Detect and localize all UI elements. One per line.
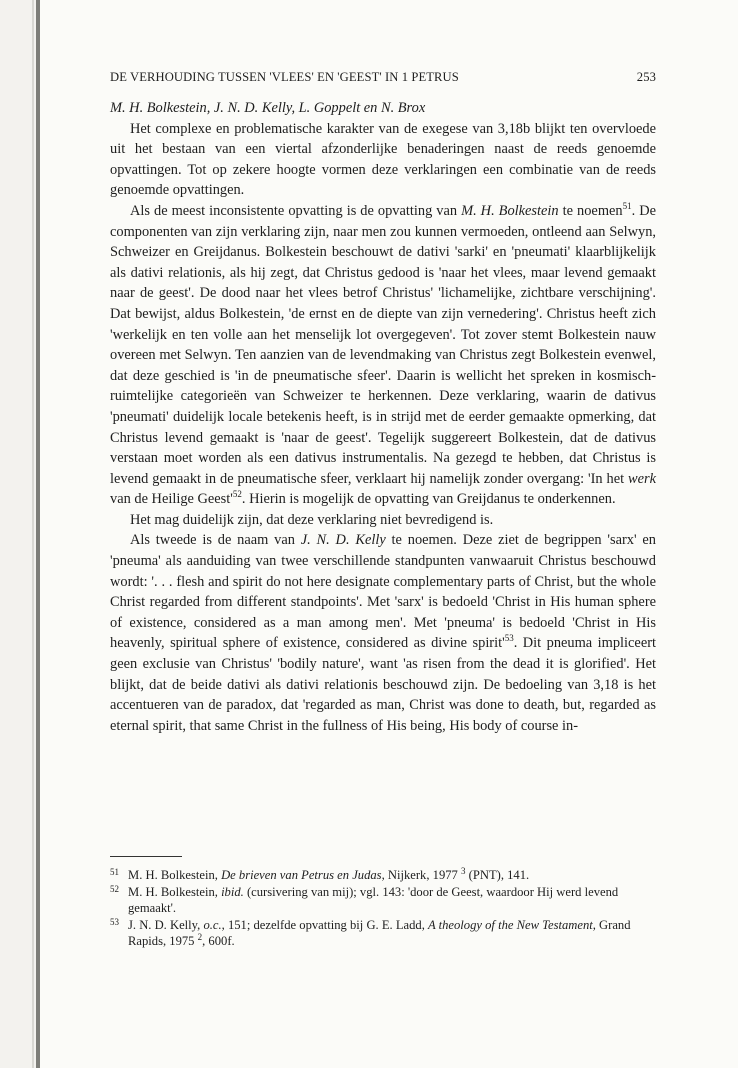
footnote-ref-53: 53 (504, 633, 514, 644)
binding-edge (36, 0, 40, 1068)
text-run: . Hierin is mogelijk de opvatting van Greijdanus te onderkennen. (241, 491, 616, 508)
text-run: te noemen. Deze ziet de begrippen 'sarx' en 'pneuma' als aanduiding van twee verschillende standpunten vanwaaruit Christus beschouwd wordt: '. . . flesh and spirit do not here designate complementary parts of Christ, but the whole Christ regarded from different standpoints'. Met 'sarx' is bedoeld 'Christ in His human sphere of existence, considered as a man among men'. Met 'pneuma' is bedoeld 'Christ in His heavenly, spiritual sphere of existence, considered as divine spirit' (110, 532, 656, 652)
footnotes (110, 867, 656, 950)
text-run: , 600f. (202, 934, 235, 949)
footnote-51 (110, 867, 656, 884)
text-run: J. N. D. Kelly, (128, 917, 204, 932)
text-run: M. H. Bolkestein, (128, 884, 222, 899)
text-run: M. H. Bolkestein, (128, 868, 222, 882)
footnote-text (128, 884, 656, 917)
text-run: . Dit pneuma impliceert geen exclusie van Christus' 'bodily nature', want 'as risen from the dead it is glorified'. Het blijkt, dat de beide dativi als dativi relationis beschouwd zijn. De bedoeling van 3,18 is het accentueren van de paradox, dat 'regarded as man, Christ was done to death, but, regarded as eternal spirit, that same Christ in the fullness of His being, His body of course in- (110, 635, 656, 734)
text-run: (cursivering van mij); vgl. 143: 'door de Geest, waardoor Hij werd levend gemaakt'. (128, 884, 619, 916)
binding-shadow (32, 0, 34, 1068)
section-heading: M. H. Bolkestein, J. N. D. Kelly, L. Goppelt en N. Brox (110, 100, 426, 116)
footnote-text (128, 867, 656, 884)
footnote-marker: 53 (110, 916, 119, 927)
footnote-rule (110, 856, 182, 857)
edition-number: 3 (461, 865, 466, 876)
paragraph-4 (110, 530, 656, 736)
text-run: (PNT), 141. (465, 868, 530, 882)
abbreviation: ibid. (221, 884, 244, 899)
footnote-text (128, 917, 656, 950)
text-run: te noemen (558, 202, 623, 219)
paragraph-3: Het mag duidelijk zijn, dat deze verklaring niet bevredigend is. (130, 511, 494, 528)
main-text (110, 98, 656, 736)
text-run: Als de meest inconsistente opvatting is de opvatting van (130, 202, 462, 219)
text-run: 151; dezelfde opvatting bij G. E. Ladd, (224, 917, 428, 932)
footnote-ref-52: 52 (232, 489, 242, 500)
footnote-marker: 52 (110, 883, 119, 894)
paragraph-2 (110, 201, 656, 510)
text-run: . De componenten van zijn verklaring zijn, naar men zou kunnen vermoeden, ontleend aan Selwyn, Schweizer en Greijdanus. Bolkestein beschouwt de dativi 'sarki' en 'pneumati' klaarblijkelijk als dativi relationis, als hij zegt, dat Christus gedood is 'naar het vlees, maar levend gemaakt naar de geest'. De dood naar het vlees betrof Christus' 'lichamelijke, zichtbare verschijning'. Dat bewijst, aldus Bolkestein, 'de ernst en de diepte van zijn vernedering'. Christus heeft zich 'werkelijk en ten volle aan het menselijk lot overgegeven'. Tot zover stemt Bolkestein nauw overeen met Selwyn. Ten aanzien van de levendmaking van Christus zegt Bolkestein evenwel, dat deze geschied is 'in de pneumatische sfeer'. Daarin is wellicht het spreken in kosmisch-ruimtelijke categorieën van Schweizer te herkennen. Deze verklaring, waarin de dativus 'pneumati' duidelijk locale betekenis heeft, is in strijd met de eerder gemaakte opmerking, dat Christus levend gemaakt is 'naar de geest'. Tegelijk suggereert Bolkestein, dat de dativus verstaan moet worden als een dativus instrumentalis. Na gezegd te hebben, dat Christus is levend gemaakt in de pneumatische sfeer, verklaart hij namelijk zonder overgang: 'In het (110, 202, 656, 487)
author-name: M. H. Bolkestein (461, 202, 559, 219)
running-title: DE VERHOUDING TUSSEN 'VLEES' EN 'GEEST' IN 1 PETRUS (110, 70, 459, 84)
text-run: Als tweede is de naam van (130, 532, 301, 549)
page-number: 253 (636, 70, 656, 84)
footnote-52 (110, 884, 656, 917)
footnote-marker: 51 (110, 867, 119, 877)
abbreviation: o.c., (203, 917, 225, 932)
author-name: J. N. D. Kelly (300, 532, 386, 549)
book-title: A theology of the New Testament, (428, 917, 596, 932)
paragraph-1: Het complexe en problematische karakter van de exegese van 3,18b blijkt ten overvloede uit het bestaan van een viertal afzonderlijke benaderingen naast de reeds genoemde opvattingen. Tot op zekere hoogte vormen deze verklaringen een combinatie van de reeds genoemde opvattingen. (110, 120, 656, 199)
book-title: De brieven van Petrus en Judas, (221, 868, 385, 882)
text-run: van de Heilige Geest' (110, 491, 233, 508)
edition-number: 2 (197, 932, 203, 943)
text-run: Grand Rapids, 1975 (128, 917, 631, 949)
footnote-ref-51: 51 (622, 201, 632, 212)
footnote-53 (110, 917, 656, 950)
emphasis: werk (628, 470, 656, 487)
text-run: Nijkerk, 1977 (384, 868, 461, 882)
